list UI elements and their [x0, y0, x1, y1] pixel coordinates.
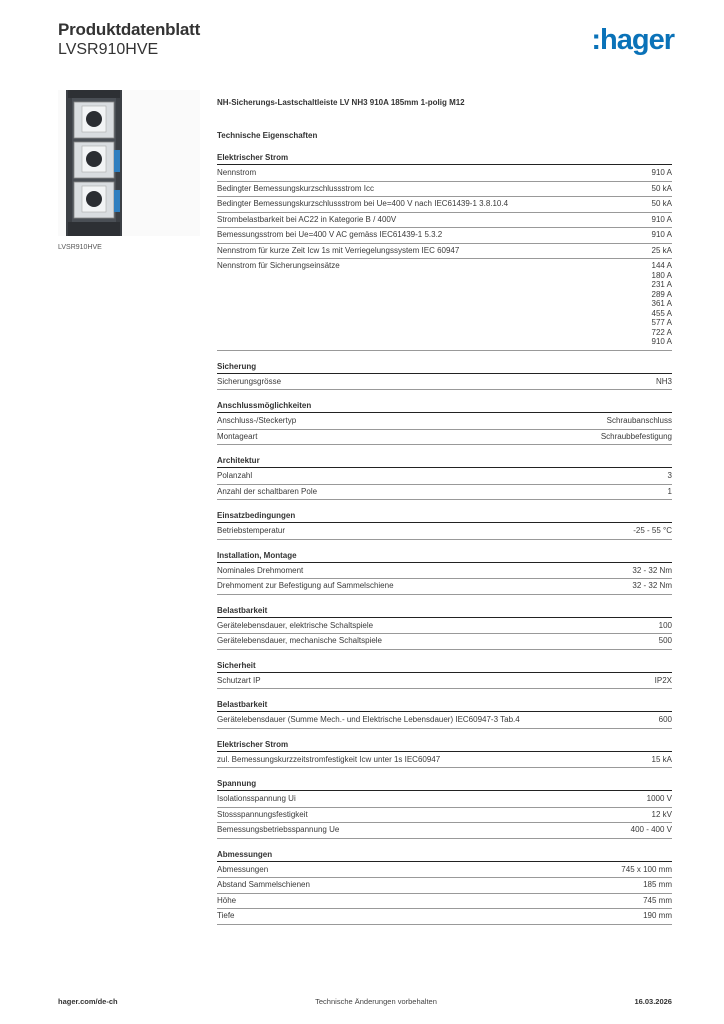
fuse-switch-strip-image — [58, 90, 200, 236]
property-value: 400 - 400 V — [630, 825, 672, 834]
property-label: Höhe — [217, 895, 237, 905]
property-label: Gerätelebensdauer, elektrische Schaltspiele — [217, 620, 374, 630]
property-value: 32 - 32 Nm — [632, 581, 672, 590]
property-row — [217, 878, 672, 894]
property-label: Tiefe — [217, 911, 235, 920]
property-row — [217, 792, 672, 808]
property-row — [217, 166, 672, 182]
property-value: 12 kV — [651, 809, 672, 819]
property-row — [217, 259, 672, 351]
property-sections — [217, 153, 672, 925]
section — [217, 456, 672, 500]
section-heading: Abmessungen — [217, 850, 672, 862]
property-label: Isolationsspannung Ui — [217, 794, 296, 803]
property-label: Anzahl der schaltbaren Pole — [217, 486, 318, 496]
property-row — [217, 469, 672, 485]
section — [217, 850, 672, 925]
property-row — [217, 894, 672, 910]
property-label: Sicherungsgrösse — [217, 376, 282, 386]
page-footer — [58, 997, 672, 1006]
property-value: -25 - 55 °C — [633, 526, 672, 535]
property-row — [217, 808, 672, 824]
section-heading: Sicherung — [217, 362, 672, 374]
property-row — [217, 244, 672, 260]
property-value: 910 A — [651, 168, 672, 177]
property-row — [217, 197, 672, 213]
property-value: 185 mm — [643, 880, 672, 889]
property-value: 1 — [667, 486, 672, 496]
property-value: 745 mm — [643, 895, 672, 905]
section-heading: Installation, Montage — [217, 551, 672, 563]
property-value: 100 — [658, 620, 672, 630]
section — [217, 362, 672, 391]
section-heading: Elektrischer Strom — [217, 740, 672, 752]
footer-website-link[interactable]: hager.com/de-ch — [58, 997, 118, 1006]
section-heading: Belastbarkeit — [217, 700, 672, 712]
tech-properties-title: Technische Eigenschaften — [217, 131, 318, 140]
section — [217, 606, 672, 650]
property-label: Polanzahl — [217, 471, 253, 480]
property-value: 25 kA — [651, 245, 672, 255]
property-label: Nominales Drehmoment — [217, 565, 304, 575]
property-row — [217, 634, 672, 650]
property-row — [217, 753, 672, 769]
section — [217, 153, 672, 351]
property-row — [217, 823, 672, 839]
property-value: 910 A — [651, 214, 672, 224]
property-row — [217, 375, 672, 391]
property-value: 745 x 100 mm — [621, 864, 672, 874]
property-label: Betriebstemperatur — [217, 526, 286, 535]
property-row — [217, 909, 672, 925]
page-subtitle: LVSR910HVE — [58, 41, 159, 58]
section — [217, 779, 672, 839]
property-value: 1000 V — [646, 794, 672, 803]
property-row — [217, 674, 672, 690]
property-value: 15 kA — [651, 754, 672, 764]
property-row — [217, 430, 672, 446]
section-heading: Einsatzbedingungen — [217, 511, 672, 523]
section — [217, 401, 672, 445]
section — [217, 551, 672, 595]
product-image — [58, 90, 200, 236]
property-label: Schutzart IP — [217, 675, 261, 685]
property-label: Bedingter Bemessungskurzschlussstrom bei Ue=400 V nach IEC61439-1 3.8.10.4 — [217, 199, 509, 208]
section-heading: Anschlussmöglichkeiten — [217, 401, 672, 413]
property-value: 190 mm — [643, 911, 672, 920]
product-description: NH-Sicherungs-Lastschaltleiste LV NH3 910A 185mm 1-polig M12 — [217, 98, 465, 107]
property-label: zul. Bemessungskurzzeitstromfestigkeit Icw unter 1s IEC60947 — [217, 754, 441, 764]
section — [217, 700, 672, 729]
section-heading: Belastbarkeit — [217, 606, 672, 618]
section — [217, 511, 672, 540]
property-row — [217, 564, 672, 580]
property-label: Bedingter Bemessungskurzschlussstrom Icc — [217, 183, 374, 193]
property-value: Schraubbefestigung — [600, 431, 672, 441]
property-row — [217, 579, 672, 595]
property-row — [217, 414, 672, 430]
property-value: NH3 — [655, 376, 672, 386]
property-value: 50 kA — [651, 199, 672, 208]
property-row — [217, 485, 672, 501]
property-value: 144 A 180 A 231 A 289 A 361 A 455 A 577 A 722 A 910 A — [651, 261, 672, 346]
property-row — [217, 228, 672, 244]
property-label: Abmessungen — [217, 864, 269, 874]
property-label: Gerätelebensdauer, mechanische Schaltspiele — [217, 636, 382, 645]
section — [217, 740, 672, 769]
datasheet-content — [217, 98, 672, 936]
property-value: 50 kA — [651, 183, 672, 193]
property-label: Abstand Sammelschienen — [217, 880, 310, 889]
section-heading: Elektrischer Strom — [217, 153, 672, 165]
property-row — [217, 863, 672, 879]
property-value: 3 — [667, 471, 672, 480]
footer-date: 16.03.2026 — [634, 997, 672, 1006]
property-row — [217, 619, 672, 635]
property-row — [217, 524, 672, 540]
property-value: 910 A — [651, 230, 672, 239]
property-label: Stossspannungsfestigkeit — [217, 809, 308, 819]
hager-logo[interactable]: :hager — [591, 24, 674, 56]
property-label: Bemessungsbetriebsspannung Ue — [217, 825, 340, 834]
property-label: Gerätelebensdauer (Summe Mech.- und Elektrische Lebensdauer) IEC60947-3 Tab.4 — [217, 715, 520, 724]
section-heading: Architektur — [217, 456, 672, 468]
property-value: 600 — [658, 715, 672, 724]
property-label: Anschluss-/Steckertyp — [217, 416, 297, 425]
property-value: Schraubanschluss — [606, 416, 672, 425]
page-header — [58, 20, 200, 59]
section-heading: Spannung — [217, 779, 672, 791]
property-label: Nennstrom für Sicherungseinsätze — [217, 261, 340, 270]
property-label: Drehmoment zur Befestigung auf Sammelschiene — [217, 581, 394, 590]
property-value: 500 — [658, 636, 672, 645]
property-label: Montageart — [217, 431, 258, 441]
property-label: Bemessungsstrom bei Ue=400 V AC gemäss IEC61439-1 5.3.2 — [217, 230, 443, 239]
property-value: 32 - 32 Nm — [632, 565, 672, 575]
section — [217, 661, 672, 690]
product-caption: LVSR910HVE — [58, 244, 102, 251]
section-heading: Sicherheit — [217, 661, 672, 673]
footer-disclaimer: Technische Änderungen vorbehalten — [315, 997, 437, 1006]
property-value: IP2X — [654, 675, 672, 685]
page-title: Produktdatenblatt — [58, 20, 201, 39]
property-label: Nennstrom für kurze Zeit Icw 1s mit Verriegelungssystem IEC 60947 — [217, 245, 460, 255]
property-row — [217, 182, 672, 198]
property-label: Nennstrom — [217, 168, 257, 177]
property-row — [217, 213, 672, 229]
property-label: Strombelastbarkeit bei AC22 in Kategorie B / 400V — [217, 214, 397, 224]
property-row — [217, 713, 672, 729]
